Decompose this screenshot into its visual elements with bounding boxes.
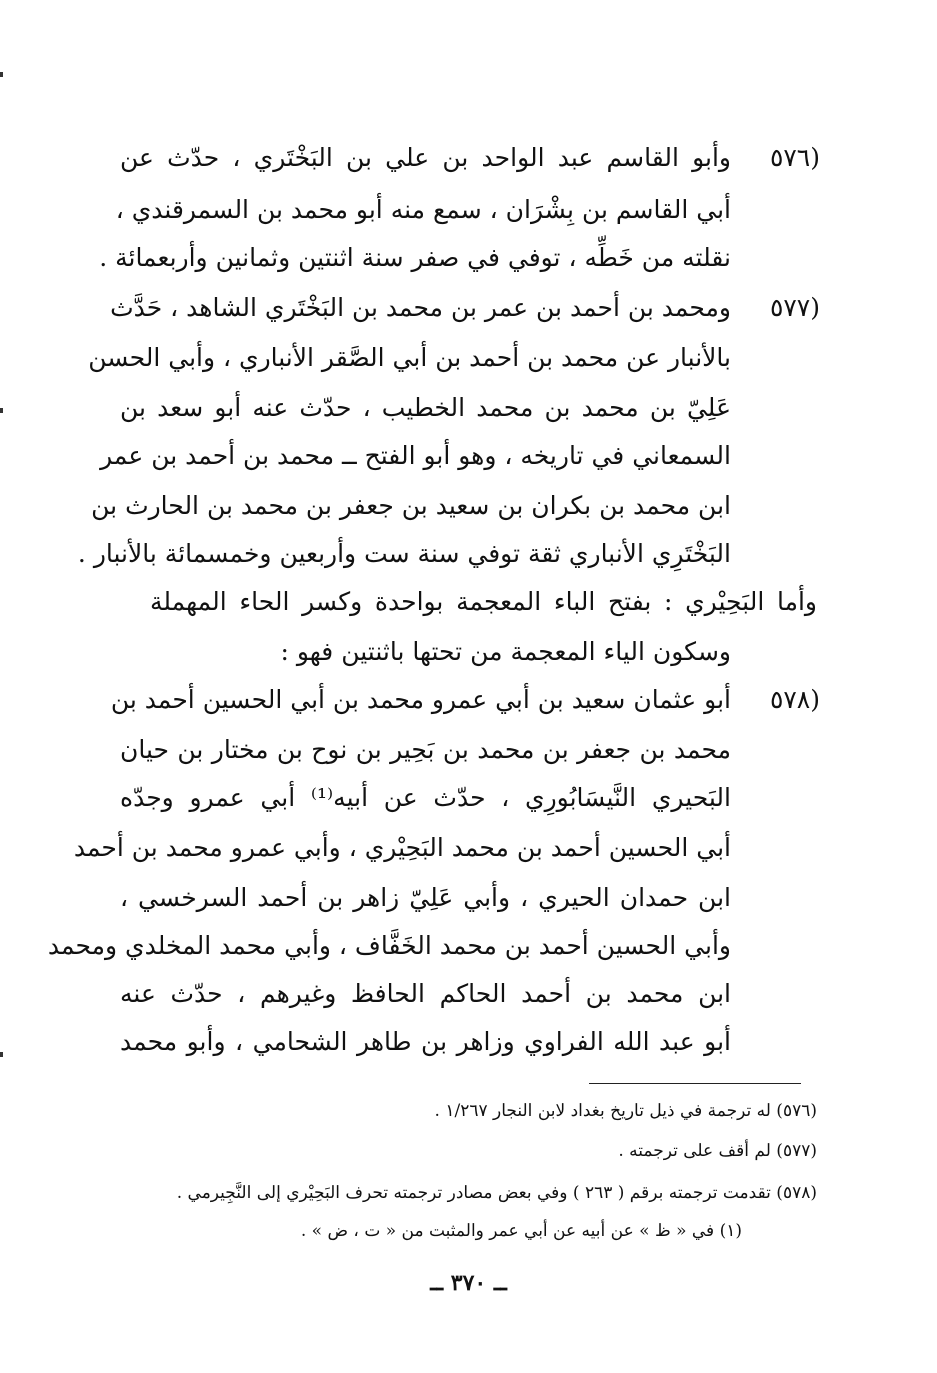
entry-line: ابن حمدان الحيري ، وأبي عَلِيّ زاهر بن أحمد السرخسي ، — [120, 883, 731, 912]
scan-speck — [0, 72, 3, 77]
entry-line: نقلته من خَطِّه ، توفي في صفر سنة اثنتين وثمانين وأربعمائة . — [99, 243, 731, 272]
footnote: (٥٧٧) لم أقف على ترجمته . — [618, 1141, 817, 1161]
entry-number: (٥٧٦ — [769, 143, 820, 172]
page-number: ــ ٣٧٠ ــ — [430, 1270, 507, 1296]
entry-line: محمد بن جعفر بن محمد بن بَحِير بن نوح بن مختار بن حيان — [120, 735, 731, 764]
entry-line: البَحيري النَّيسَابُورِي ، حدّث عن أبيه⁽¹⁾ أبي عمرو وجدّه — [120, 783, 731, 812]
scan-speck — [0, 408, 3, 413]
entry-line: أبو عبد الله الفراوي وزاهر بن طاهر الشحامي ، وأبو محمد — [120, 1027, 731, 1056]
entry-line: أبي القاسم بن بِشْرَان ، سمع منه أبو محمد بن السمرقندي ، — [115, 195, 731, 224]
entry-number: (٥٧٨ — [769, 685, 820, 714]
entry-line: بالأنبار عن محمد بن أحمد بن أبي الصَّقر الأنباري ، وأبي الحسن — [88, 343, 731, 372]
entry-line: ابن محمد بن بكران بن سعيد بن جعفر بن محمد بن الحارث بن — [91, 491, 731, 520]
footnote: (٥٧٦) له ترجمة في ذيل تاريخ بغداد لابن النجار ١/٢٦٧ . — [434, 1101, 817, 1121]
entry-line: وأبي الحسين أحمد بن محمد الخَفَّاف ، وأبي محمد المخلدي ومحمد — [47, 931, 731, 960]
entry-line: عَلِيّ بن محمد بن محمد الخطيب ، حدّث عنه أبو سعد بن — [120, 393, 731, 422]
scan-speck — [0, 1052, 3, 1057]
entry-line: البَخْتَرِي الأنباري ثقة توفي سنة ست وأربعين وخمسمائة بالأنبار . — [77, 539, 731, 568]
entry-line: أبي الحسين أحمد بن محمد البَحِيْري ، وأبي عمرو محمد بن أحمد — [73, 833, 731, 862]
footnote-rule — [589, 1083, 801, 1084]
entry-line: أبو عثمان سعيد بن أبي عمرو محمد بن أبي الحسين أحمد بن — [110, 685, 731, 714]
entry-number: (٥٧٧ — [769, 293, 820, 322]
entry-line: السمعاني في تاريخه ، وهو أبو الفتح ــ محمد بن أحمد بن عمر — [100, 441, 731, 470]
footnote: (١) في « ظ » عن أبيه عن أبي عمر والمثبت من « ت ، ض » . — [300, 1221, 742, 1241]
entry-line: ومحمد بن أحمد بن عمر بن محمد بن البَخْتَري الشاهد ، حَدَّث — [110, 293, 731, 322]
footnote: (٥٧٨) تقدمت ترجمته برقم ( ٢٦٣ ) وفي بعض مصادر ترجمته تحرف البَحِيْري إلى النَّجِيرمي . — [176, 1183, 817, 1203]
entry-line: ابن محمد بن أحمد الحاكم الحافظ وغيرهم ، حدّث عنه — [120, 979, 731, 1008]
entry-line: وأبو القاسم عبد الواحد بن علي بن البَخْتَري ، حدّث عن — [120, 143, 731, 172]
note-line: وأما البَحِيْري : بفتح الباء المعجمة بواحدة وكسر الحاء المهملة — [150, 587, 817, 616]
note-line: وسكون الياء المعجمة من تحتها باثنتين فهو : — [280, 637, 731, 666]
